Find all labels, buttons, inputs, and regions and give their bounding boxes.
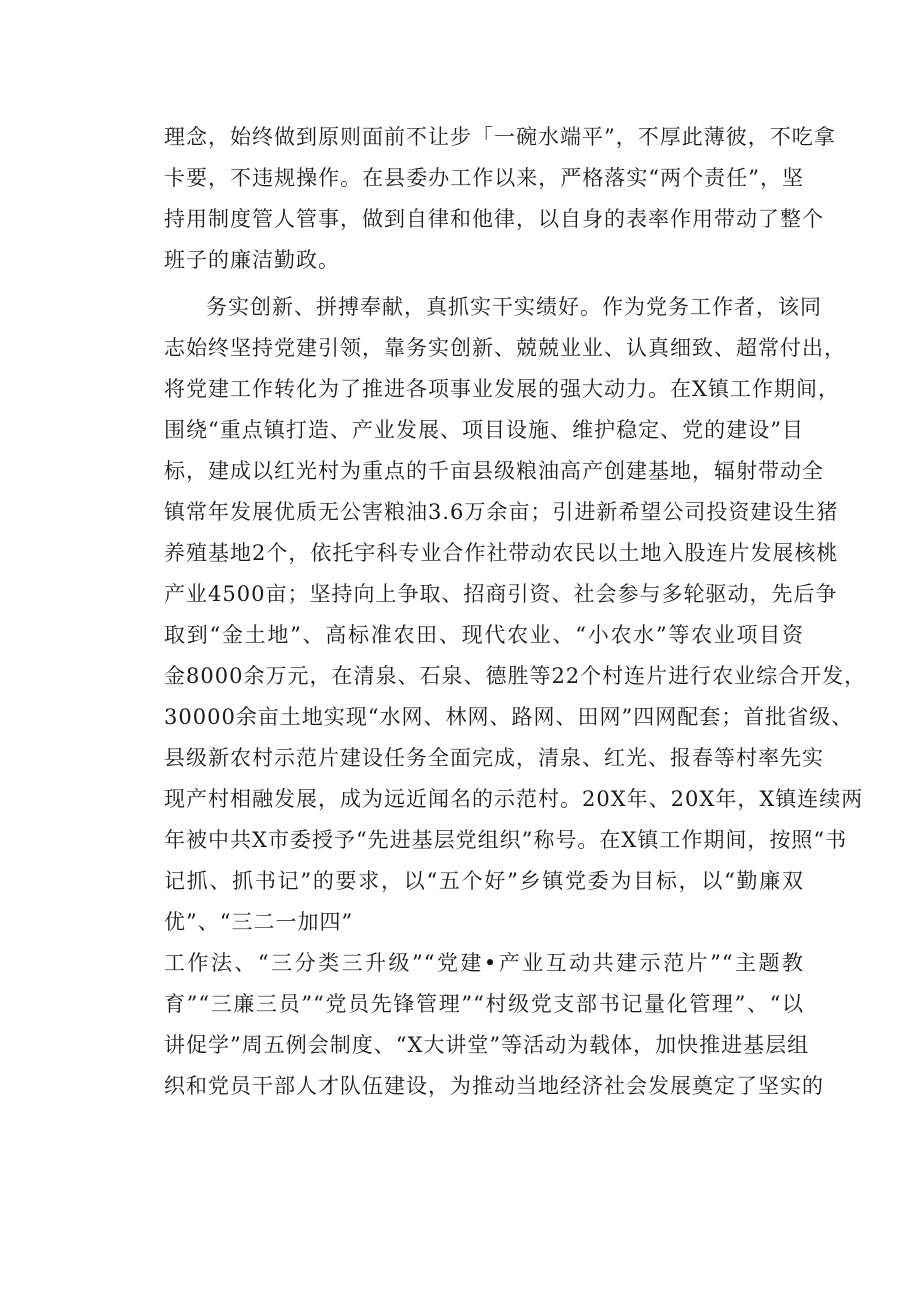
paragraph-integrity [164, 117, 836, 281]
text-line: 镇常年发展优质无公害粮油3.6万余亩；引进新希望公司投资建设生猪 [164, 500, 839, 524]
document-body [164, 117, 867, 1107]
text-line: 卡要，不违规操作。在县委办工作以来，严格落实“两个责任”，坚 [164, 166, 804, 190]
paragraph-innovation [164, 287, 867, 943]
text-line: 围绕“重点镇打造、产业发展、项目设施、维护稳定、党的建设”目 [164, 418, 804, 442]
text-line: 志始终坚持党建引领，靠务实创新、兢兢业业、认真细致、超常付出， [164, 336, 846, 360]
text-line: 产业4500亩；坚持向上争取、招商引资、社会参与多轮驱动，先后争 [164, 582, 838, 606]
text-line: 理念，始终做到原则面前不让步「一碗水端平”，不厚此薄彼，不吃拿 [164, 125, 836, 149]
text-line: 县级新农村示范片建设任务全面完成，清泉、红光、报春等村率先实 [164, 746, 824, 770]
text-line: 织和党员干部人才队伍建设，为推动当地经济社会发展奠定了坚实的 [164, 1074, 824, 1098]
text-line: 标，建成以红光村为重点的千亩县级粮油高产创建基地，辐射带动全 [164, 459, 824, 483]
text-line: 30000余亩土地实现“水网、林网、路网、田网”四网配套；首批省级、 [164, 705, 854, 729]
text-line: 金8000余万元，在清泉、石泉、德胜等22个村连片进行农业综合开发， [164, 664, 867, 688]
text-line: 将党建工作转化为了推进各项事业发展的强大动力。在X镇工作期间， [164, 377, 840, 401]
text-line: 班子的廉洁勤政。 [164, 248, 340, 272]
text-line: 讲促学”周五例会制度、“X大讲堂”等活动为载体，加快推进基层组 [164, 1033, 810, 1057]
text-line: 养殖基地2个，依托宇科专业合作社带动农民以土地入股连片发展核桃 [164, 541, 839, 565]
text-line: 育”“三廉三员”“党员先锋管理”“村级党支部书记量化管理”、“以 [164, 992, 804, 1016]
text-line: 记抓、抓书记”的要求，以“五个好”乡镇党委为目标，以“勤廉双 [164, 869, 804, 893]
text-line: 工作法、“三分类三升级”“党建•产业互动共建示范片”“主题教 [164, 951, 804, 975]
text-line: 取到“金土地”、高标准农田、现代农业、“小农水”等农业项目资 [164, 623, 804, 647]
text-line: 优”、“三二一加四” [164, 910, 354, 934]
text-line: 持用制度管人管事，做到自律和他律，以自身的表率作用带动了整个 [164, 207, 824, 231]
text-line: 现产村相融发展，成为远近闻名的示范村。20X年、20X年，X镇连续两 [164, 787, 864, 811]
paragraph-methods [164, 943, 824, 1107]
text-line: 务实创新、拼搏奉献，真抓实干实绩好。作为党务工作者，该同 [206, 295, 822, 319]
text-line: 年被中共X市委授予“先进基层党组织”称号。在X镇工作期间，按照“书 [164, 828, 848, 852]
